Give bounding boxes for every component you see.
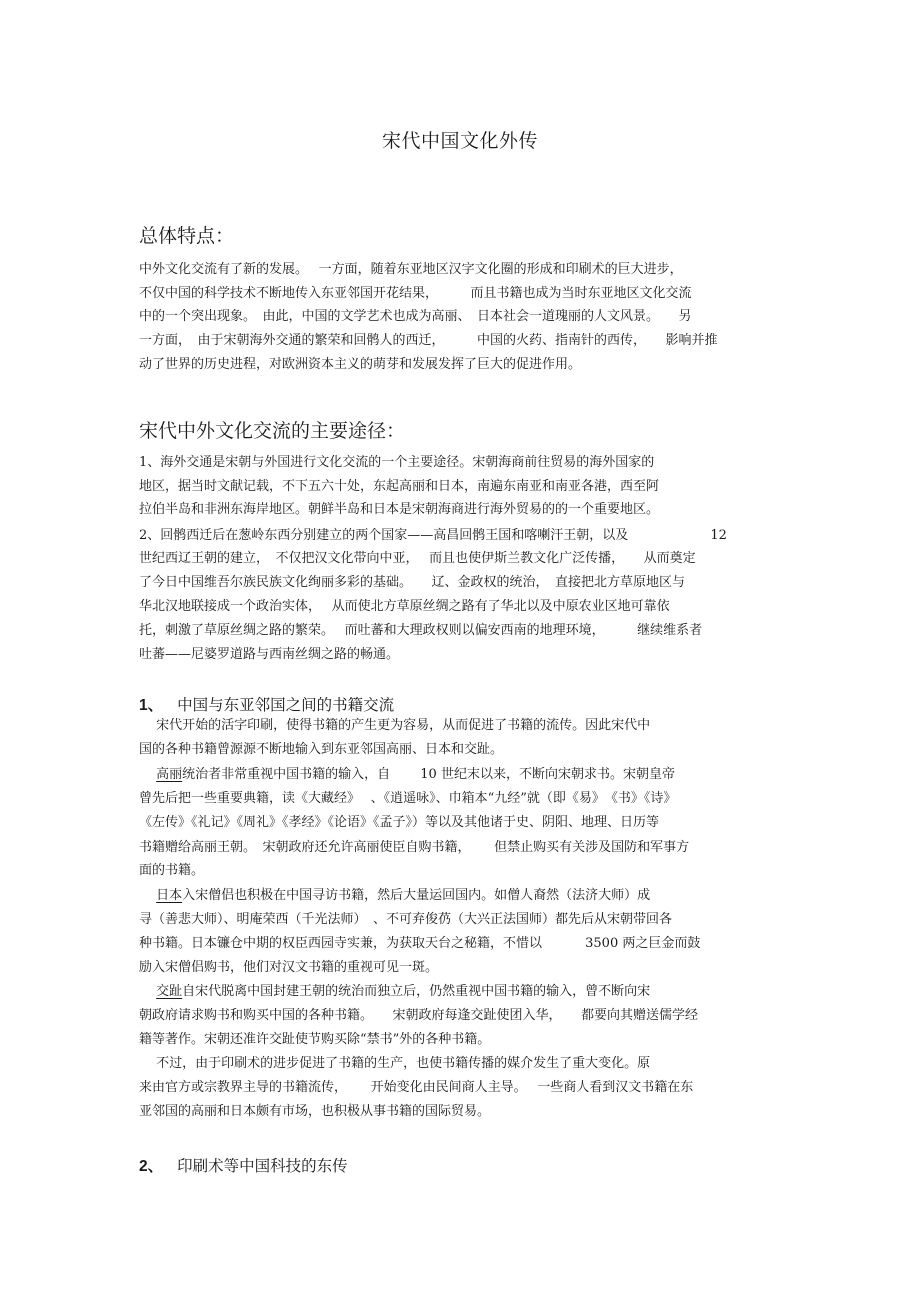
paragraph-line: 宋代开始的活字印刷，使得书籍的产生更为容易，从而促进了书籍的流传。因此宋代中 xyxy=(139,718,651,733)
subsection-number: 1、 xyxy=(139,697,164,714)
paragraph-line: 华北汉地联接成一个政治实体， 从而使北方草原丝绸之路有了华北以及中原农业区地可靠依 xyxy=(139,599,670,614)
paragraph-line: 亚邻国的高丽和日本颇有市场，也积极从事书籍的国际贸易。 xyxy=(139,1104,491,1119)
paragraph-line: 励入宋僧侣购书，他们对汉文书籍的重视可见一斑。 xyxy=(139,960,439,975)
paragraph-line: 动了世界的历史进程，对欧洲资本主义的萌芽和发展发挥了巨大的促进作用。 xyxy=(139,357,582,372)
section-heading-overall-features: 总体特点： xyxy=(139,225,235,247)
paragraph-line: 2、回鹘西迁后在葱岭东西分别建立的两个国家——高昌回鹘王国和喀喇汗王朝，以及 12 xyxy=(139,528,727,543)
paragraph-line: 交趾自宋代脱离中国封建王朝的统治而独立后，仍然重视中国书籍的输入，曾不断向宋 xyxy=(156,984,651,999)
paragraph-line: 1、海外交通是宋朝与外国进行文化交流的一个主要途径。宋朝海商前往贸易的海外国家的 xyxy=(139,455,655,470)
paragraph-line: 中外文化交流有了新的发展。 一方面，随着东亚地区汉字文化圈的形成和印刷术的巨大进步， xyxy=(139,262,683,277)
subsection-title: 中国与东亚邻国之间的书籍交流 xyxy=(177,696,395,714)
paragraph-line: 不过，由于印刷术的进步促进了书籍的生产，也使书籍传播的媒介发生了重大变化。原 xyxy=(139,1056,651,1071)
paragraph-line: 种书籍。日本镰仓中期的权臣西园寺实兼，为获取天台之秘籍，不惜以 3500 两之巨金而鼓 xyxy=(139,936,701,951)
subsection-heading-printing-tech xyxy=(139,1154,348,1176)
paragraph-line: 面的书籍。 xyxy=(139,863,205,878)
paragraph-line: 来由官方或宗教界主导的书籍流传， 开始变化由民间商人主导。 一些商人看到汉文书籍在东 xyxy=(139,1080,694,1095)
gaoli-label: 高丽 xyxy=(156,767,183,782)
paragraph-line: 世纪西辽王朝的建立， 不仅把汉文化带向中亚， 而且也使伊斯兰教文化广泛传播， 从而奠定 xyxy=(139,551,696,566)
subsection-title: 印刷术等中国科技的东传 xyxy=(177,1157,348,1175)
jiaozhi-label: 交趾 xyxy=(156,984,183,999)
paragraph-line: 托，刺激了草原丝绸之路的繁荣。 而吐蕃和大理政权则以偏安西南的地理环境， 继续维系者 xyxy=(139,623,703,638)
paragraph-line: 中的一个突出现象。 由此，中国的文学艺术也成为高丽、 日本社会一道瑰丽的人文风景。 另 xyxy=(139,309,692,324)
paragraph-line: 《左传》《礼记》《周礼》《孝经》《论语》《孟子》）等以及其他诸于史、阴阳、地理、日历等 xyxy=(139,815,660,830)
paragraph-line: 地区，据当时文献记载，不下五六十处，东起高丽和日本，南遍东南亚和南亚各港，西至阿 xyxy=(139,479,660,494)
paragraph-line: 高丽统治者非常重视中国书籍的输入，自 10 世纪末以来，不断向宋朝求书。宋朝皇帝 xyxy=(156,767,675,782)
paragraph-line: 曾先后把一些重要典籍，读《大藏经》 、《逍遥咏》、巾箱本“九经”就（即《易》 《书》《诗》 xyxy=(139,791,677,806)
paragraph-line: 吐蕃——尼婆罗道路与西南丝绸之路的畅通。 xyxy=(139,647,400,662)
paragraph-line: 寻（善悲大师）、明庵荣西（千光法师） 、不可弃俊芿（大兴正法国师）都先后从宋朝带回各 xyxy=(139,912,673,927)
paragraph-line: 一方面， 由于宋朝海外交通的繁荣和回鹘人的西迁， 中国的火药、指南针的西传， 影响并推 xyxy=(139,333,718,348)
japan-label: 日本 xyxy=(156,888,183,903)
paragraph-line: 籍等著作。宋朝还准许交趾使节购买除“禁书”外的各种书籍。 xyxy=(139,1032,491,1047)
paragraph-line: 了今日中国维吾尔族民族文化绚丽多彩的基础。 辽、金政权的统治， 直接把北方草原地区与 xyxy=(139,575,686,590)
paragraph-line: 日本入宋僧侣也积极在中国寻访书籍，然后大量运回国内。如僧人裔然（法济大师）成 xyxy=(156,888,651,903)
subsection-number: 2、 xyxy=(139,1158,164,1175)
paragraph-line: 国的各种书籍曾源源不断地输入到东亚邻国高丽、日本和交趾。 xyxy=(139,742,504,757)
paragraph-line: 不仅中国的科学技术不断地传入东亚邻国开花结果， 而且书籍也成为当时东亚地区文化交流 xyxy=(139,286,692,301)
paragraph-line: 书籍赠给高丽王朝。 宋朝政府还允许高丽使臣自购书籍， 但禁止购买有关涉及国防和军事方 xyxy=(139,840,690,855)
page-title: 宋代中国文化外传 xyxy=(381,130,538,152)
paragraph-line: 拉伯半岛和非洲东海岸地区。朝鲜半岛和日本是宋朝海商进行海外贸易的的一个重要地区。 xyxy=(139,502,660,517)
section-heading-main-routes: 宋代中外文化交流的主要途径： xyxy=(139,420,406,442)
paragraph-line: 朝政府请求购书和购买中国的各种书籍。 宋朝政府每逢交趾使团入华， 都要向其赠送儒学经 xyxy=(139,1008,699,1023)
subsection-heading-book-exchange xyxy=(139,693,394,715)
